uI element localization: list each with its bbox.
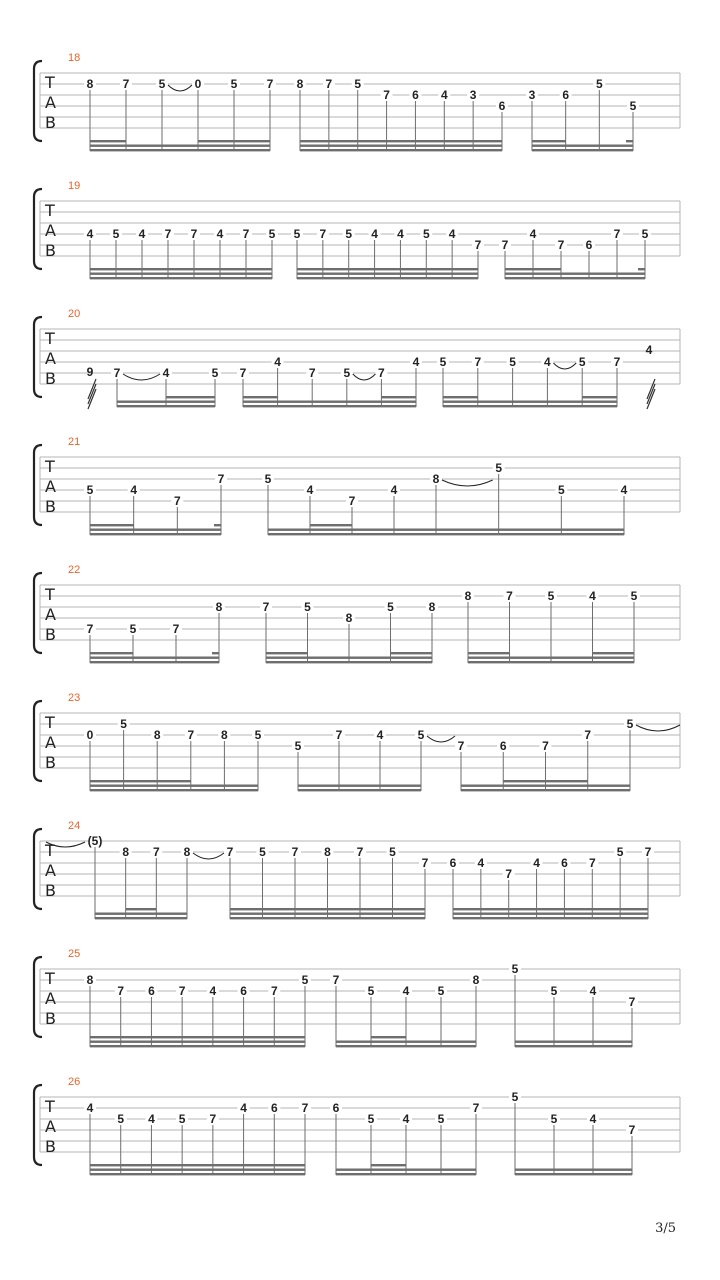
measure-number: 22 (68, 564, 81, 576)
fret-number: 5 (120, 717, 127, 731)
beam-primary (453, 917, 648, 919)
fret-number: 7 (262, 600, 270, 614)
fret-number: 7 (628, 1123, 636, 1137)
measure-number: 25 (68, 948, 81, 960)
fret-number: 5 (629, 99, 637, 113)
fret-number: 7 (613, 227, 621, 241)
beam-tertiary (212, 652, 219, 654)
fret-number: 7 (291, 845, 299, 859)
beam-tertiary (582, 396, 617, 398)
fret-number: 6 (561, 856, 568, 870)
tab-clef-letter: B (45, 497, 56, 516)
beam-tertiary (90, 524, 134, 526)
fret-number: 7 (421, 856, 429, 870)
fret-number: 7 (332, 973, 340, 987)
fret-number: 3 (469, 88, 477, 102)
fret-number: 7 (266, 77, 274, 91)
fret-number: 4 (162, 366, 170, 380)
tie-arc (427, 736, 455, 742)
measure-number: 24 (68, 820, 81, 832)
beam-primary (90, 149, 270, 151)
grace-fret-number: 4 (645, 343, 653, 357)
beam-secondary (461, 785, 630, 787)
beam-tertiary (638, 268, 645, 270)
fret-number: 5 (254, 728, 262, 742)
fret-number: 5 (343, 366, 351, 380)
fret-number: 8 (122, 845, 130, 859)
fret-number: 6 (240, 984, 247, 998)
fret-number: 6 (412, 88, 419, 102)
tab-clef-letter: T (45, 1097, 55, 1116)
tab-clef-letter: A (45, 349, 56, 368)
fret-number: 7 (152, 845, 160, 859)
fret-number: 5 (437, 1112, 445, 1126)
beam-primary (90, 533, 221, 535)
fret-number: 7 (319, 227, 327, 241)
fret-number: 4 (371, 227, 378, 241)
tab-clef-letter: T (45, 201, 55, 220)
fret-number: 7 (457, 739, 465, 753)
beam-tertiary (214, 524, 221, 526)
beam-secondary (515, 1169, 632, 1171)
tab-system (34, 564, 680, 663)
tab-clef-letter: A (45, 733, 56, 752)
fret-number: 7 (501, 238, 509, 252)
beam-primary (515, 1173, 632, 1175)
tab-clef-letter: T (45, 457, 55, 476)
tab-clef-letter: B (45, 881, 56, 900)
fret-number: 4 (240, 1101, 247, 1115)
fret-number: 5 (630, 589, 638, 603)
beam-tertiary (371, 1164, 406, 1166)
fret-number: 4 (397, 227, 404, 241)
fret-number: 7 (187, 728, 195, 742)
fret-number: 7 (86, 622, 94, 636)
measure-number: 23 (68, 692, 81, 704)
beam-tertiary (90, 268, 272, 270)
beam-secondary (90, 657, 219, 659)
beam-secondary (468, 657, 634, 659)
fret-number: 4 (86, 227, 94, 241)
fret-number: 5 (550, 984, 558, 998)
fret-number: 8 (215, 600, 223, 614)
fret-number: 5 (129, 622, 137, 636)
fret-number: 5 (293, 227, 301, 241)
fret-number: 6 (270, 1101, 278, 1115)
beam-tertiary (90, 652, 133, 654)
fret-number: 6 (449, 856, 457, 870)
fret-number: 7 (506, 589, 513, 603)
fret-number: 7 (613, 355, 621, 369)
beam-primary (90, 277, 272, 279)
beam-tertiary (503, 780, 588, 782)
fret-number: 7 (628, 995, 636, 1009)
beam-primary (90, 1173, 305, 1175)
beam-primary (230, 917, 425, 919)
fret-number: 5 (86, 483, 94, 497)
beam-tertiary (198, 140, 270, 142)
fret-number: 6 (498, 99, 506, 113)
fret-number: 7 (588, 856, 596, 870)
beam-tertiary (371, 1036, 406, 1038)
fret-number: 7 (584, 728, 592, 742)
tab-clef-letter: B (45, 1009, 56, 1028)
tab-clef-letter: A (45, 477, 56, 496)
tie-arc (168, 85, 192, 91)
tab-clef-letter: T (45, 585, 55, 604)
beam-tertiary (266, 652, 308, 654)
fret-number: 7 (173, 494, 181, 508)
beam-primary (300, 149, 502, 151)
beam-secondary (515, 1041, 632, 1043)
fret-number: 7 (172, 622, 180, 636)
fret-number: 5 (294, 739, 302, 753)
fret-number: 8 (153, 728, 161, 742)
beam-secondary (90, 785, 258, 787)
fret-number: 8 (428, 600, 436, 614)
tab-clef-letter: B (45, 1137, 56, 1156)
fret-number: 5 (641, 227, 649, 241)
beam-primary (268, 533, 436, 535)
beam-secondary (90, 1169, 305, 1171)
fret-number: 7 (190, 227, 198, 241)
measure-number: 19 (68, 180, 81, 192)
beam-primary (505, 277, 645, 279)
tab-system (34, 308, 680, 409)
fret-number: 3 (528, 88, 536, 102)
tab-clef-letter: T (45, 969, 55, 988)
beam-tertiary (468, 652, 510, 654)
fret-number: 7 (270, 984, 278, 998)
fret-number: 5 (578, 355, 586, 369)
tab-clef-letter: T (45, 73, 55, 92)
beam-tertiary (381, 396, 416, 398)
fret-number: 4 (448, 227, 456, 241)
fret-number: 6 (562, 88, 570, 102)
fret-number: 7 (301, 1101, 309, 1115)
fret-number: 5 (547, 589, 555, 603)
fret-number: 5 (389, 845, 396, 859)
fret-number: 5 (268, 227, 276, 241)
tab-system (34, 1076, 680, 1175)
beam-tertiary (90, 140, 126, 142)
beam-tertiary (300, 140, 502, 142)
fret-number: 7 (557, 238, 565, 252)
fret-number: 4 (390, 483, 398, 497)
fret-number: 7 (242, 227, 250, 241)
fret-number: 7 (178, 984, 186, 998)
beam-tertiary (90, 1036, 305, 1038)
fret-number: 4 (402, 1112, 410, 1126)
tab-clef-letter: A (45, 1117, 56, 1136)
beam-secondary (336, 1169, 476, 1171)
fret-number: 7 (474, 355, 482, 369)
tab-clef-letter: T (45, 841, 55, 860)
beam-secondary (230, 913, 425, 915)
beam-tertiary (230, 908, 425, 910)
beam-secondary (90, 529, 221, 531)
tab-clef-letter: A (45, 989, 56, 1008)
fret-number: 5 (439, 355, 447, 369)
fret-number: 7 (226, 845, 234, 859)
fret-number: 7 (335, 728, 343, 742)
tab-system (34, 436, 680, 535)
beam-primary (266, 661, 432, 663)
tab-system (34, 180, 680, 279)
tab-clef-letter: A (45, 861, 56, 880)
fret-number: 5 (259, 845, 266, 859)
fret-number: 5 (495, 461, 503, 475)
fret-number: 4 (86, 1101, 94, 1115)
beam-primary (90, 1045, 305, 1047)
fret-number: 7 (542, 739, 549, 753)
fret-number: 5 (626, 717, 634, 731)
fret-number: 7 (325, 77, 333, 91)
beam-primary (461, 789, 630, 791)
fret-number: 5 (354, 77, 362, 91)
beam-secondary (336, 1041, 476, 1043)
fret-number: 0 (194, 77, 202, 91)
fret-number: 4 (529, 227, 537, 241)
fret-number: 5 (264, 472, 272, 486)
beam-tertiary (626, 140, 633, 142)
fret-number: 7 (378, 366, 385, 380)
fret-number: 7 (356, 845, 364, 859)
measure-number: 18 (68, 52, 81, 64)
beam-primary (117, 405, 215, 407)
beam-secondary (90, 145, 270, 147)
fret-number: 8 (221, 728, 228, 742)
fret-number: 4 (216, 227, 224, 241)
fret-number: 5 (557, 483, 565, 497)
fret-number: 4 (440, 88, 448, 102)
fret-number: 4 (274, 355, 281, 369)
tie-arc (636, 725, 680, 731)
fret-number: 4 (544, 355, 551, 369)
fret-number: 5 (550, 1112, 558, 1126)
fret-number: 5 (117, 1112, 125, 1126)
fret-number: 4 (130, 483, 138, 497)
fret-number: 4 (138, 227, 146, 241)
beam-secondary (443, 401, 617, 403)
fret-number: 5 (509, 355, 516, 369)
beam-primary (95, 917, 187, 919)
beam-secondary (505, 273, 645, 275)
beam-secondary (90, 273, 272, 275)
beam-primary (297, 277, 478, 279)
fret-number: 6 (499, 739, 507, 753)
fret-number: 6 (585, 238, 593, 252)
fret-number: (5) (87, 834, 103, 848)
beam-tertiary (505, 268, 561, 270)
fret-number: 8 (86, 973, 94, 987)
beam-tertiary (593, 652, 635, 654)
tab-clef-letter: A (45, 93, 56, 112)
fret-number: 5 (301, 973, 309, 987)
beam-tertiary (297, 268, 478, 270)
fret-number: 8 (345, 611, 353, 625)
tie-arc (353, 374, 376, 380)
fret-number: 5 (112, 227, 120, 241)
fret-number: 5 (304, 600, 311, 614)
tab-clef-letter: B (45, 241, 56, 260)
beam-tertiary (310, 524, 352, 526)
fret-number: 4 (620, 483, 628, 497)
fret-number: 4 (477, 856, 485, 870)
fret-number: 7 (383, 88, 390, 102)
fret-number: 8 (464, 589, 472, 603)
fret-number: 7 (472, 1101, 480, 1115)
fret-number: 4 (589, 1112, 597, 1126)
fret-number: 5 (595, 77, 603, 91)
beam-tertiary (126, 908, 157, 910)
fret-number: 4 (376, 728, 384, 742)
beam-secondary (300, 145, 502, 147)
tab-system (34, 692, 680, 791)
tab-clef-letter: B (45, 369, 56, 388)
fret-number: 5 (367, 1112, 375, 1126)
beam-secondary (266, 657, 432, 659)
beam-secondary (453, 913, 648, 915)
beam-secondary (298, 785, 421, 787)
beam-secondary (297, 273, 478, 275)
fret-number: 0 (86, 728, 94, 742)
fret-number: 4 (412, 355, 420, 369)
fret-number: 4 (402, 984, 410, 998)
tab-clef-letter: T (45, 329, 55, 348)
measure-number: 26 (68, 1076, 81, 1088)
fret-number: 7 (308, 366, 316, 380)
measure-number: 20 (68, 308, 81, 320)
fret-number: 7 (474, 238, 482, 252)
beam-tertiary (453, 908, 648, 910)
tab-system (34, 52, 680, 151)
beam-tertiary (243, 396, 278, 398)
beam-tertiary (443, 396, 478, 398)
tab-clef-letter: B (45, 753, 56, 772)
tab-clef-letter: T (45, 713, 55, 732)
tab-system (34, 948, 680, 1047)
fret-number: 7 (505, 867, 513, 881)
fret-number: 7 (644, 845, 652, 859)
beam-primary (443, 405, 617, 407)
fret-number: 7 (217, 472, 225, 486)
beam-primary (243, 405, 416, 407)
beam-primary (336, 1045, 476, 1047)
fret-number: 4 (306, 483, 314, 497)
beam-secondary (436, 529, 624, 531)
fret-number: 7 (348, 494, 356, 508)
beam-primary (436, 533, 624, 535)
fret-number: 5 (178, 1112, 186, 1126)
beam-secondary (532, 145, 633, 147)
beam-secondary (268, 529, 436, 531)
beam-secondary (95, 913, 187, 915)
fret-number: 5 (230, 77, 238, 91)
beam-tertiary (90, 1164, 305, 1166)
beam-tertiary (90, 780, 191, 782)
beam-primary (468, 661, 634, 663)
tab-clef-letter: A (45, 605, 56, 624)
fret-number: 8 (472, 973, 480, 987)
fret-number: 4 (533, 856, 540, 870)
tie-arc (442, 480, 493, 486)
tab-system (34, 820, 680, 919)
fret-number: 7 (164, 227, 172, 241)
beam-primary (515, 1045, 632, 1047)
fret-number: 5 (422, 227, 430, 241)
tie-arc (123, 374, 160, 380)
fret-number: 7 (113, 366, 121, 380)
fret-number: 8 (296, 77, 304, 91)
beam-primary (336, 1173, 476, 1175)
fret-number: 5 (511, 1090, 519, 1104)
beam-secondary (117, 401, 215, 403)
fret-number: 5 (511, 962, 519, 976)
beam-secondary (243, 401, 416, 403)
measure-number: 21 (68, 436, 81, 448)
fret-number: 7 (239, 366, 247, 380)
fret-number: 5 (345, 227, 353, 241)
fret-number: 4 (589, 589, 596, 603)
beam-tertiary (532, 140, 566, 142)
beam-primary (532, 149, 633, 151)
page-number: 3/5 (655, 1221, 676, 1236)
grace-fret-number: 9 (86, 365, 94, 379)
fret-number: 4 (209, 984, 217, 998)
tab-clef-letter: B (45, 113, 56, 132)
beam-primary (90, 789, 258, 791)
fret-number: 4 (148, 1112, 155, 1126)
tab-clef-letter: B (45, 625, 56, 644)
fret-number: 7 (209, 1112, 217, 1126)
fret-number: 5 (437, 984, 445, 998)
tie-arc (193, 853, 224, 859)
beam-tertiary (166, 396, 215, 398)
fret-number: 5 (387, 600, 394, 614)
fret-number: 7 (122, 77, 130, 91)
fret-number: 6 (148, 984, 155, 998)
tab-clef-letter: A (45, 221, 56, 240)
fret-number: 8 (183, 845, 191, 859)
beam-tertiary (391, 652, 433, 654)
fret-number: 6 (332, 1101, 340, 1115)
tie-arc (553, 363, 576, 369)
fret-number: 5 (616, 845, 624, 859)
fret-number: 8 (324, 845, 331, 859)
fret-number: 4 (589, 984, 597, 998)
fret-number: 5 (367, 984, 375, 998)
fret-number: 8 (86, 77, 94, 91)
fret-number: 5 (158, 77, 166, 91)
fret-number: 5 (417, 728, 425, 742)
fret-number: 8 (432, 472, 440, 486)
fret-number: 7 (117, 984, 125, 998)
beam-primary (90, 661, 219, 663)
beam-primary (298, 789, 421, 791)
beam-secondary (90, 1041, 305, 1043)
fret-number: 5 (211, 366, 219, 380)
